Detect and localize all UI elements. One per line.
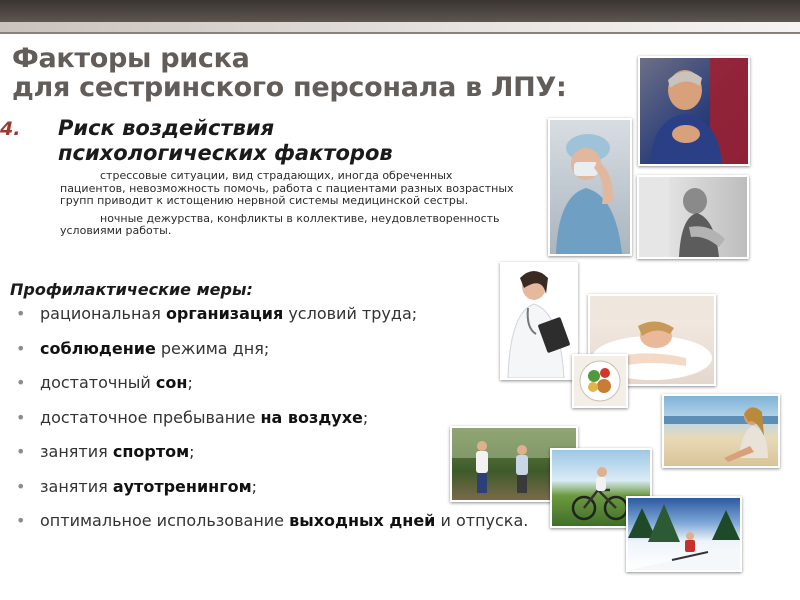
bullet-icon: • <box>16 304 26 323</box>
top-dark-bar <box>0 0 800 22</box>
section-heading <box>58 116 393 166</box>
photo-skiing <box>626 496 742 572</box>
list-item: • рациональная организация условий труда; <box>16 304 418 323</box>
bullet-icon: • <box>16 442 26 461</box>
sad-woman-illustration <box>639 177 747 257</box>
section-heading-line2: психологических факторов <box>58 141 393 165</box>
description-paragraph-1: стрессовые ситуации, вид страдающих, иногда обреченных пациентов, невозможность помочь, работа с пациентами разных возрастных групп приводит к истощению нервной системы медицинской сестры. <box>60 169 514 207</box>
photo-woman-beach <box>662 394 780 468</box>
section-description <box>60 170 520 238</box>
description-paragraph-2: ночные дежурства, конфликты в коллективе, неудовлетворенность условиями работы. <box>60 211 500 237</box>
list-item: • занятия спортом; <box>16 442 195 461</box>
bullet-icon: • <box>16 373 26 392</box>
photo-nurse-tired <box>548 118 632 256</box>
bullet-icon: • <box>16 407 26 427</box>
section-heading-line1: Риск воздействия <box>58 116 275 140</box>
bullet-icon: • <box>16 511 26 530</box>
slide-title <box>12 44 566 102</box>
food-plate-illustration <box>574 356 626 406</box>
photo-healthy-food <box>572 354 628 408</box>
man-illustration <box>640 58 748 164</box>
photo-man-chest-pain <box>638 56 750 166</box>
section-number: 4. <box>0 118 21 140</box>
list-item: • соблюдение режима дня; <box>16 338 270 358</box>
photo-sad-woman <box>637 175 749 259</box>
list-item: • оптимальное использование выходных дней и отпуска. <box>16 511 529 530</box>
top-divider <box>0 32 800 34</box>
doctor-illustration <box>502 264 576 378</box>
list-item: • достаточный сон; <box>16 373 193 392</box>
list-item: • занятия аутотренингом; <box>16 476 258 496</box>
bullet-icon: • <box>16 338 26 358</box>
top-light-band <box>0 22 800 32</box>
prevention-list <box>14 304 534 546</box>
slide-title-line1: Факторы риска <box>12 43 250 74</box>
nurse-tired-illustration <box>550 120 630 254</box>
skiing-illustration <box>628 498 740 570</box>
photo-doctor-clipboard <box>500 262 578 380</box>
bullet-icon: • <box>16 476 26 496</box>
slide-title-line2: для сестринского персонала в ЛПУ: <box>12 72 567 103</box>
list-item: • достаточное пребывание на воздухе; <box>16 407 369 427</box>
beach-illustration <box>664 396 778 466</box>
prevention-heading: Профилактические меры: <box>10 280 253 299</box>
